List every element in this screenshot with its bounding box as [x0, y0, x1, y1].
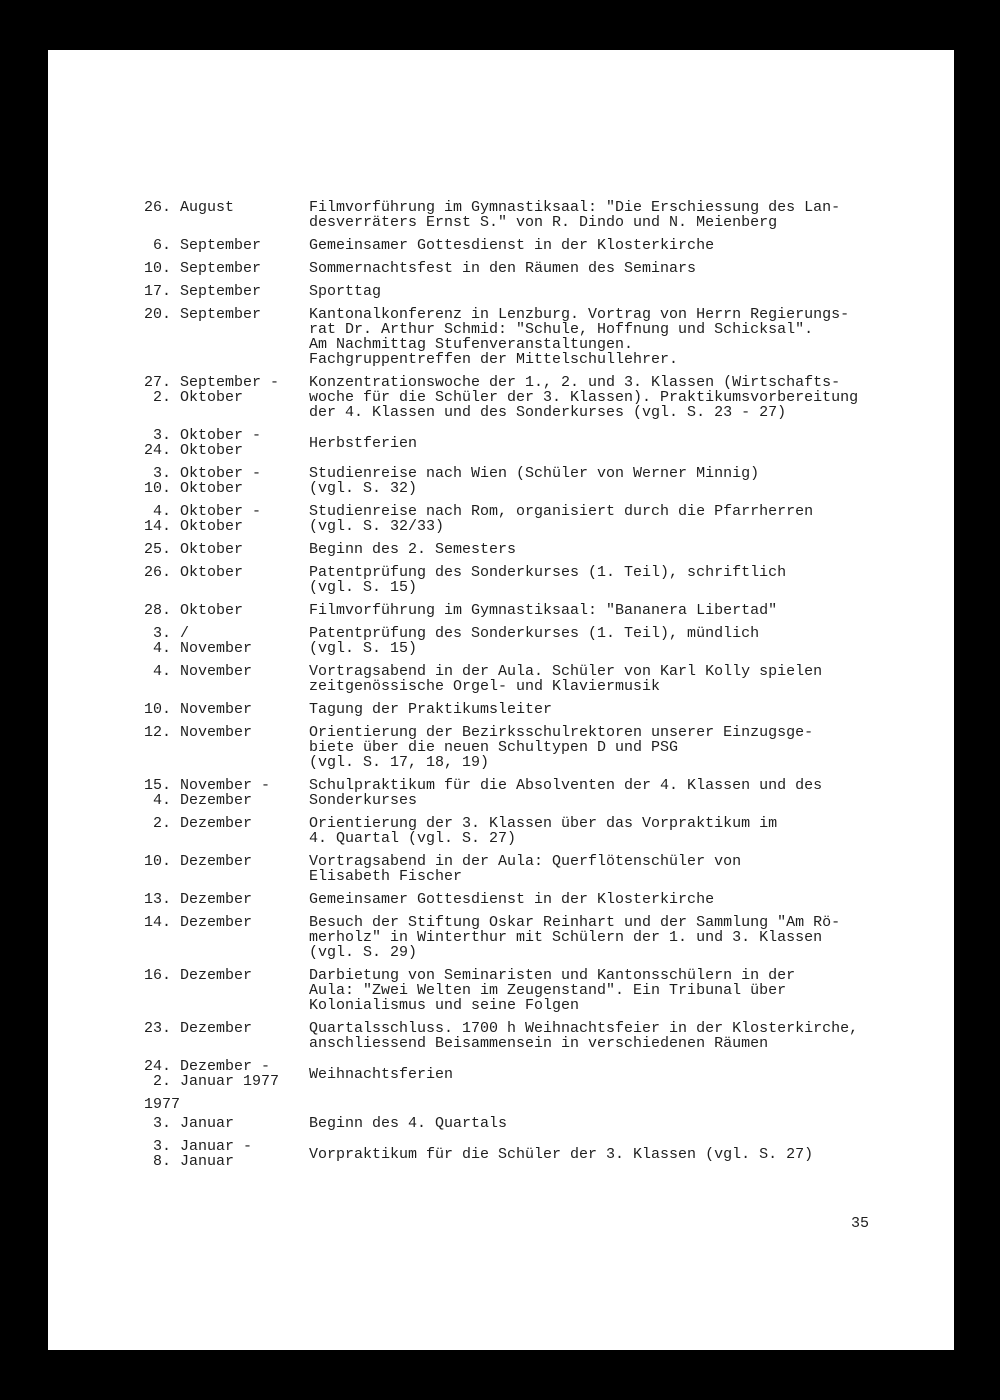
entry-description [309, 968, 904, 1013]
entry-date [144, 375, 309, 420]
entry-text-line: rat Dr. Arthur Schmid: "Schule, Hoffnung und Schicksal". [309, 321, 814, 338]
entry-text-line: (vgl. S. 29) [309, 944, 418, 961]
entry-date-line: 24. Oktober [144, 442, 244, 459]
entry-date-line: 3. Januar [144, 1115, 235, 1132]
entry-date [144, 542, 309, 557]
entry-date-line: 2. Oktober [144, 389, 244, 406]
entry-date [144, 565, 309, 595]
entry-date-line: 28. Oktober [144, 602, 244, 619]
entry-text-line: Beginn des 4. Quartals [309, 1115, 508, 1132]
entry-date [144, 307, 309, 367]
entry-date-line: 3. Oktober - [144, 465, 262, 482]
calendar-entry [144, 778, 904, 808]
entry-text-line: Vorpraktikum für die Schüler der 3. Klassen (vgl. S. 27) [309, 1145, 814, 1163]
entry-description [309, 565, 904, 595]
calendar-entry [144, 1116, 904, 1131]
document-page [48, 50, 954, 1350]
entry-text-line: Gemeinsamer Gottesdienst in der Klosterkirche [309, 237, 715, 254]
entry-text-line: Sporttag [309, 283, 382, 300]
calendar-entry [144, 1021, 904, 1051]
calendar-entry [144, 238, 904, 253]
entry-description [309, 854, 904, 884]
entry-text-line: Studienreise nach Wien (Schüler von Werner Minnig) [309, 465, 760, 482]
calendar-entry [144, 892, 904, 907]
entry-date-line: 15. November - [144, 777, 271, 794]
entry-date-line: 10. Dezember [144, 853, 253, 870]
calendar-entry [144, 725, 904, 770]
entry-description [309, 603, 904, 618]
entry-text-line: Filmvorführung im Gymnastiksaal: "Die Erschiessung des Lan- [309, 199, 841, 216]
entry-text-line: (vgl. S. 32/33) [309, 518, 445, 535]
entry-date [144, 466, 309, 496]
page-number: 35 [851, 1215, 870, 1232]
entry-description [309, 778, 904, 808]
entry-description [309, 1116, 904, 1131]
entry-text-line: (vgl. S. 15) [309, 640, 418, 657]
entry-date-line: 14. Oktober [144, 518, 244, 535]
entry-text-line: zeitgenössische Orgel- und Klaviermusik [309, 678, 661, 695]
entry-description [309, 428, 904, 458]
entry-date-line: 2. Dezember [144, 815, 253, 832]
entry-date-line: 3. / [144, 625, 190, 642]
entry-date-line: 8. Januar [144, 1153, 235, 1170]
entry-date [144, 284, 309, 299]
entry-description [309, 307, 904, 367]
entry-text-line: Tagung der Praktikumsleiter [309, 701, 553, 718]
entry-text-line: merholz" in Winterthur mit Schülern der 1. und 3. Klassen [309, 929, 823, 946]
entry-text-line: 4. Quartal (vgl. S. 27) [309, 830, 517, 847]
entry-description [309, 1139, 904, 1169]
entry-text-line: Vortragsabend in der Aula: Querflötenschüler von [309, 853, 742, 870]
entry-date [144, 1059, 309, 1089]
entry-description [309, 375, 904, 420]
calendar-entry [144, 1059, 904, 1089]
entry-text-line: Aula: "Zwei Welten im Zeugenstand". Ein Tribunal über [309, 982, 787, 999]
entry-description [309, 542, 904, 557]
entry-text-line: Schulpraktikum für die Absolventen der 4. Klassen und des [309, 777, 823, 794]
entry-description [309, 1021, 904, 1051]
entry-text-line: der 4. Klassen und des Sonderkurses (vgl. S. 23 - 27) [309, 404, 787, 421]
entry-date-line: 20. September [144, 306, 262, 323]
entry-description [309, 892, 904, 907]
entry-text-line: Kolonialismus und seine Folgen [309, 997, 580, 1014]
entry-text-line: Gemeinsamer Gottesdienst in der Klosterkirche [309, 891, 715, 908]
entry-description [309, 466, 904, 496]
entry-text-line: Am Nachmittag Stufenveranstaltungen. [309, 336, 634, 353]
entry-description [309, 238, 904, 253]
calendar-entry [144, 261, 904, 276]
entry-date [144, 504, 309, 534]
entry-text-line: woche für die Schüler der 3. Klassen). Praktikumsvorbereitung [309, 389, 859, 406]
entry-date [144, 603, 309, 618]
entry-text-line: Sommernachtsfest in den Räumen des Seminars [309, 260, 697, 277]
entry-description [309, 200, 904, 230]
entry-description [309, 702, 904, 717]
entry-date-line: 4. Oktober - [144, 503, 262, 520]
entry-text-line: biete über die neuen Schultypen D und PSG [309, 739, 679, 756]
entry-date-line: 16. Dezember [144, 967, 253, 984]
entry-date [144, 200, 309, 230]
calendar-entry [144, 1139, 904, 1169]
calendar-entry [144, 968, 904, 1013]
entry-date [144, 816, 309, 846]
entry-text-line: Vortragsabend in der Aula. Schüler von Karl Kolly spielen [309, 663, 823, 680]
entry-date [144, 854, 309, 884]
entry-description [309, 725, 904, 770]
entry-description [309, 1059, 904, 1089]
entry-text-line: (vgl. S. 32) [309, 480, 418, 497]
entry-text-line: (vgl. S. 17, 18, 19) [309, 754, 490, 771]
entry-date-line: 14. Dezember [144, 914, 253, 931]
entry-date-line: 24. Dezember - [144, 1058, 271, 1075]
entry-date-line: 13. Dezember [144, 891, 253, 908]
entry-description [309, 664, 904, 694]
entry-date [144, 1116, 309, 1131]
calendar-entry [144, 816, 904, 846]
entry-text-line: Weihnachtsferien [309, 1065, 454, 1083]
calendar-entries [144, 200, 904, 1177]
entry-date-line: 2. Januar 1977 [144, 1073, 280, 1090]
entry-date-line: 26. Oktober [144, 564, 244, 581]
entry-date [144, 725, 309, 770]
entry-date [144, 261, 309, 276]
entry-description [309, 626, 904, 656]
entry-text-line: Sonderkurses [309, 792, 418, 809]
calendar-entry [144, 542, 904, 557]
entry-text-line: Besuch der Stiftung Oskar Reinhart und der Sammlung "Am Rö- [309, 914, 841, 931]
calendar-entry [144, 565, 904, 595]
calendar-entry [144, 284, 904, 299]
entry-text-line: Konzentrationswoche der 1., 2. und 3. Klassen (Wirtschafts- [309, 374, 841, 391]
entry-date [144, 664, 309, 694]
entry-date-line: 23. Dezember [144, 1020, 253, 1037]
entry-description [309, 915, 904, 960]
entry-date [144, 1021, 309, 1051]
entry-text-line: (vgl. S. 15) [309, 579, 418, 596]
entry-date [144, 626, 309, 656]
entry-date [144, 702, 309, 717]
entry-date-line: 17. September [144, 283, 262, 300]
entry-description [309, 816, 904, 846]
entry-date-line: 10. Oktober [144, 480, 244, 497]
entry-date-line: 27. September - [144, 374, 280, 391]
entry-date [144, 968, 309, 1013]
entry-text-line: Studienreise nach Rom, organisiert durch die Pfarrherren [309, 503, 814, 520]
entry-text-line: Patentprüfung des Sonderkurses (1. Teil), mündlich [309, 625, 760, 642]
entry-date [144, 778, 309, 808]
calendar-entry [144, 504, 904, 534]
calendar-entry [144, 915, 904, 960]
entry-date [144, 428, 309, 458]
entry-date [144, 915, 309, 960]
entry-date-line: 4. November [144, 640, 253, 657]
calendar-entry [144, 375, 904, 420]
entry-date-line: 3. Januar - [144, 1138, 253, 1155]
calendar-entry [144, 307, 904, 367]
year-heading: 1977 [144, 1096, 181, 1113]
calendar-entry [144, 664, 904, 694]
entry-text-line: Patentprüfung des Sonderkurses (1. Teil), schriftlich [309, 564, 787, 581]
entry-text-line: Darbietung von Seminaristen und Kantonsschülern in der [309, 967, 796, 984]
entry-text-line: Elisabeth Fischer [309, 868, 463, 885]
entry-date-line: 25. Oktober [144, 541, 244, 558]
entry-date-line: 10. November [144, 701, 253, 718]
entry-date [144, 1139, 309, 1169]
calendar-entry [144, 428, 904, 458]
calendar-entry [144, 466, 904, 496]
entry-date [144, 892, 309, 907]
entry-text-line: Beginn des 2. Semesters [309, 541, 517, 558]
entry-date-line: 6. September [144, 237, 262, 254]
entry-date-line: 26. August [144, 199, 235, 216]
calendar-entry [144, 603, 904, 618]
entry-description [309, 504, 904, 534]
entry-text-line: Fachgruppentreffen der Mittelschullehrer. [309, 351, 679, 368]
entry-text-line: Kantonalkonferenz in Lenzburg. Vortrag von Herrn Regierungs- [309, 306, 850, 323]
calendar-entry [144, 626, 904, 656]
entry-text-line: Orientierung der 3. Klassen über das Vorpraktikum im [309, 815, 778, 832]
entry-date-line: 10. September [144, 260, 262, 277]
calendar-entry [144, 854, 904, 884]
entry-text-line: Orientierung der Bezirksschulrektoren unserer Einzugsge- [309, 724, 814, 741]
entry-text-line: Filmvorführung im Gymnastiksaal: "Bananera Libertad" [309, 602, 778, 619]
calendar-entry [144, 200, 904, 230]
entry-description [309, 284, 904, 299]
entry-date-line: 4. November [144, 663, 253, 680]
entry-date-line: 12. November [144, 724, 253, 741]
entry-text-line: Quartalsschluss. 1700 h Weihnachtsfeier in der Klosterkirche, [309, 1020, 859, 1037]
entry-date-line: 3. Oktober - [144, 427, 262, 444]
entry-text-line: Herbstferien [309, 434, 418, 452]
entry-date [144, 238, 309, 253]
entry-date-line: 4. Dezember [144, 792, 253, 809]
entry-text-line: desverräters Ernst S." von R. Dindo und N. Meienberg [309, 214, 778, 231]
calendar-entry [144, 702, 904, 717]
entry-text-line: anschliessend Beisammensein in verschiedenen Räumen [309, 1035, 769, 1052]
entry-description [309, 261, 904, 276]
